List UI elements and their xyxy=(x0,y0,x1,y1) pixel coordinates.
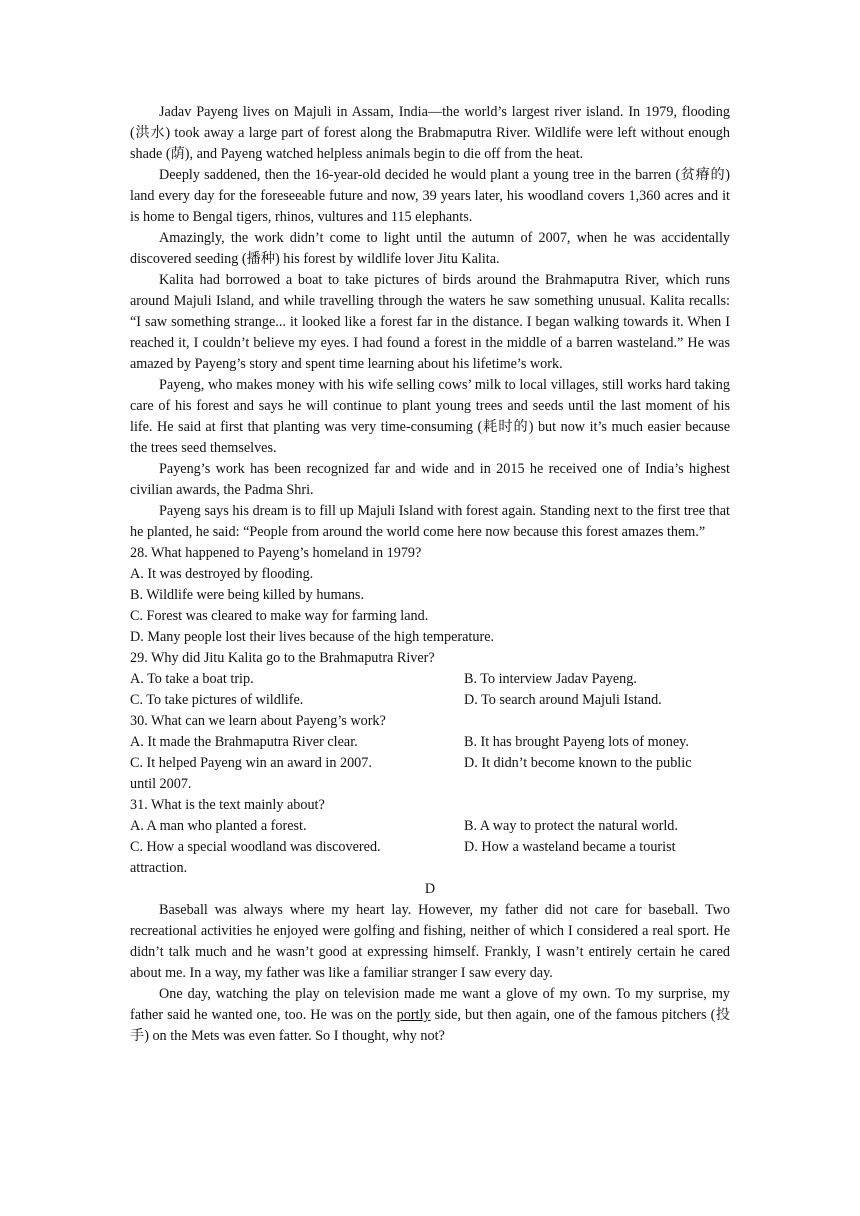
option-c: C. How a special woodland was discovered. xyxy=(130,839,381,855)
option-d: D. It didn’t become known to the public xyxy=(464,755,692,771)
paragraph: Deeply saddened, then the 16-year-old decided he would plant a young tree in the barren (贫瘠的) land every day for the foreseeable future and now, 39 years later, his woodland covers 1,360 acres and it is home to Bengal tigers, rhinos, vultures and 115 elephants. xyxy=(130,167,730,225)
option-c: C. It helped Payeng win an award in 2007. xyxy=(130,755,372,771)
paragraph: Amazingly, the work didn’t come to light until the autumn of 2007, when he was accidentally discovered seeding (播种) his forest by wildlife lover Jitu Kalita. xyxy=(130,230,730,267)
option-b: B. It has brought Payeng lots of money. xyxy=(464,734,689,750)
option-row xyxy=(130,753,730,774)
question-30 xyxy=(130,711,730,795)
question-stem: 31. What is the text mainly about? xyxy=(130,797,325,813)
paragraph-text: One day, watching the play on television made me want a glove of my own. To my surprise, my father said he wanted one, too. He was on the xyxy=(130,986,730,1023)
question-stem: 28. What happened to Payeng’s homeland in 1979? xyxy=(130,545,422,561)
question-stem: 29. Why did Jitu Kalita go to the Brahmaputra River? xyxy=(130,650,435,666)
option-a: A. It made the Brahmaputra River clear. xyxy=(130,734,358,750)
underlined-word: portly xyxy=(396,1007,431,1023)
paragraph: Baseball was always where my heart lay. However, my father did not care for baseball. Two recreational activities he enjoyed were golfing and fishing, neither of which I considered a real sport. He didn’t talk much and he wasn’t good at expressing himself. Frankly, I wasn’t entirely certain he cared about me. In a way, my father was like a familiar stranger I saw every day. xyxy=(130,902,730,981)
option-d: D. How a wasteland became a tourist xyxy=(464,839,676,855)
paragraph: Payeng says his dream is to fill up Majuli Island with forest again. Standing next to the first tree that he planted, he said: “People from around the world come here now because this forest amazes them.” xyxy=(130,503,730,540)
option-row xyxy=(130,690,730,711)
exam-page xyxy=(130,102,730,1047)
paragraph-text: side, but then again, one of the famous pitchers (投手) on the Mets was even fatter. So I thought, why not? xyxy=(130,1007,730,1044)
option-d-continuation: attraction. xyxy=(130,860,188,876)
option-d: D. To search around Majuli Istand. xyxy=(464,692,662,708)
option-row xyxy=(130,669,730,690)
passage-d xyxy=(130,879,730,1047)
option-a: A. To take a boat trip. xyxy=(130,671,254,687)
option-row xyxy=(130,732,730,753)
passage-c xyxy=(130,102,730,543)
option-row xyxy=(130,816,730,837)
question-stem: 30. What can we learn about Payeng’s work? xyxy=(130,713,386,729)
paragraph: Kalita had borrowed a boat to take pictures of birds around the Brahmaputra River, which runs around Majuli Island, and while travelling through the waters he saw something unusual. Kalita recalls: “I saw something strange... it looked like a forest far in the distance. I began walking towards it. When I reached it, I couldn’t believe my eyes. I had found a forest in the middle of a barren wasteland.” He was amazed by Payeng’s story and spent time learning about his lifetime’s work. xyxy=(130,272,730,372)
section-heading: D xyxy=(424,881,436,897)
paragraph: Payeng’s work has been recognized far and wide and in 2015 he received one of India’s highest civilian awards, the Padma Shri. xyxy=(130,461,730,498)
question-31 xyxy=(130,795,730,879)
option-b: B. A way to protect the natural world. xyxy=(464,818,678,834)
option-b: B. Wildlife were being killed by humans. xyxy=(130,587,365,603)
option-a: A. A man who planted a forest. xyxy=(130,818,307,834)
option-d-continuation: until 2007. xyxy=(130,776,192,792)
question-29 xyxy=(130,648,730,711)
option-b: B. To interview Jadav Payeng. xyxy=(464,671,637,687)
question-28 xyxy=(130,543,730,648)
option-d: D. Many people lost their lives because of the high temperature. xyxy=(130,629,495,645)
option-c: C. Forest was cleared to make way for farming land. xyxy=(130,608,429,624)
option-c: C. To take pictures of wildlife. xyxy=(130,692,304,708)
paragraph: Payeng, who makes money with his wife selling cows’ milk to local villages, still works hard taking care of his forest and says he will continue to plant young trees and seeds until the last moment of his life. He said at first that planting was very time-consuming (耗时的) but now it’s much easier because the trees seed themselves. xyxy=(130,377,730,456)
option-a: A. It was destroyed by flooding. xyxy=(130,566,314,582)
option-row xyxy=(130,837,730,858)
paragraph: Jadav Payeng lives on Majuli in Assam, India—the world’s largest river island. In 1979, flooding (洪水) took away a large part of forest along the Brabmaputra River. Wildlife were left without enough shade (荫), and Payeng watched helpless animals begin to die off from the heat. xyxy=(130,104,730,162)
paragraph xyxy=(130,984,730,1047)
